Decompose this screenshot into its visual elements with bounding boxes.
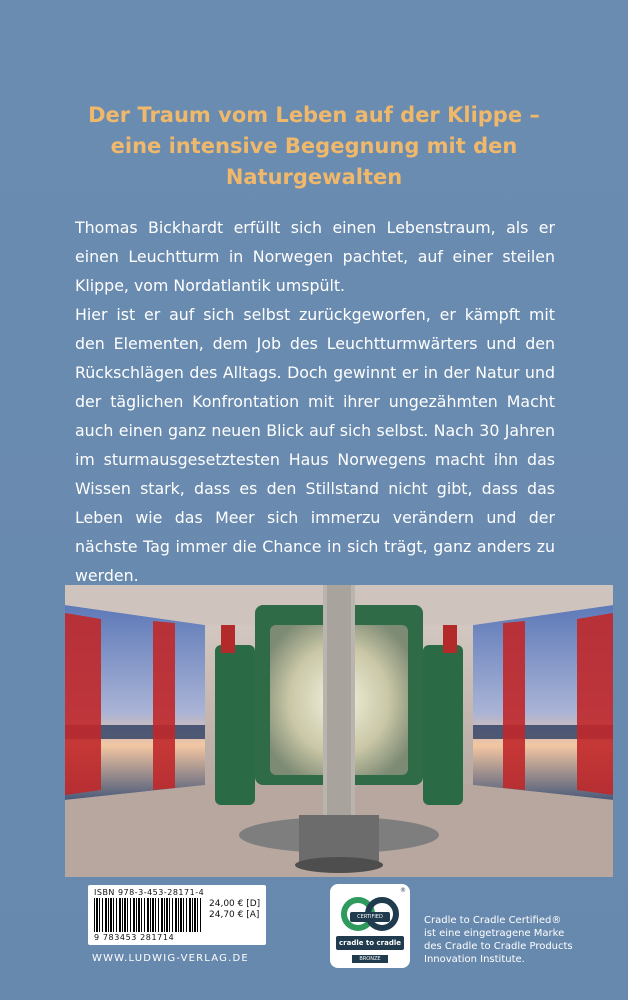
blurb-paragraph: Hier ist er auf sich selbst zurückgeworfen, er kämpft mit den Elementen, dem Job des Leuchtturmwärters und den Rückschlägen des Alltags. Doch gewinnt er in der Natur und der täglichen Konfrontation mit ihrer ungezähmten Macht auch einen ganz neuen Blick auf sich selbst. Nach 30 Jahren im sturmausgesetztesten Haus Norwegens macht ihn das Wissen stark, dass es den Stillstand nicht gibt, dass das Leben wie das Meer sich immerzu verändern und der nächste Tag immer die Chance in sich trägt, ganz anders zu werden. [75,305,555,585]
publisher-url[interactable]: WWW.LUDWIG-VERLAG.DE [92,953,249,964]
headline-line: eine intensive Begegnung mit den [110,134,518,158]
barcode-digits: 9 783453 281714 [94,933,175,942]
cradle-to-cradle-badge [330,884,410,968]
certification-line: ist eine eingetragene Marke [424,928,565,939]
price-germany: 24,00 € [D] [209,899,261,909]
barcode-box [88,885,266,945]
certification-line: Cradle to Cradle Certified® [424,915,562,926]
headline-line: Naturgewalten [225,165,403,189]
price-list [209,899,260,921]
headline-line: Der Traum vom Leben auf der Klippe – [88,103,540,127]
headline [40,100,588,193]
blurb-paragraph: Thomas Bickhardt erfüllt sich einen Lebenstraum, als er einen Leuchtturm in Norwegen pachtet, auf einer steilen Klippe, vom Nordatlantik umspült. [75,218,555,295]
barcode-icon [94,898,202,932]
badge-registered-mark: ® [400,887,406,894]
certification-line: des Cradle to Cradle Products [424,941,573,952]
lighthouse-lens-photo [65,585,613,877]
blurb [75,213,555,590]
certification-line: Innovation Institute. [424,954,525,965]
badge-level-label: BRONZE [352,955,388,963]
price-austria: 24,70 € [A] [209,910,260,920]
badge-certified-label: CERTIFIED [350,912,390,922]
certification-text [424,914,624,966]
isbn-number: ISBN 978-3-453-28171-4 [94,888,205,897]
badge-brand-label: cradle to cradle [336,936,404,950]
